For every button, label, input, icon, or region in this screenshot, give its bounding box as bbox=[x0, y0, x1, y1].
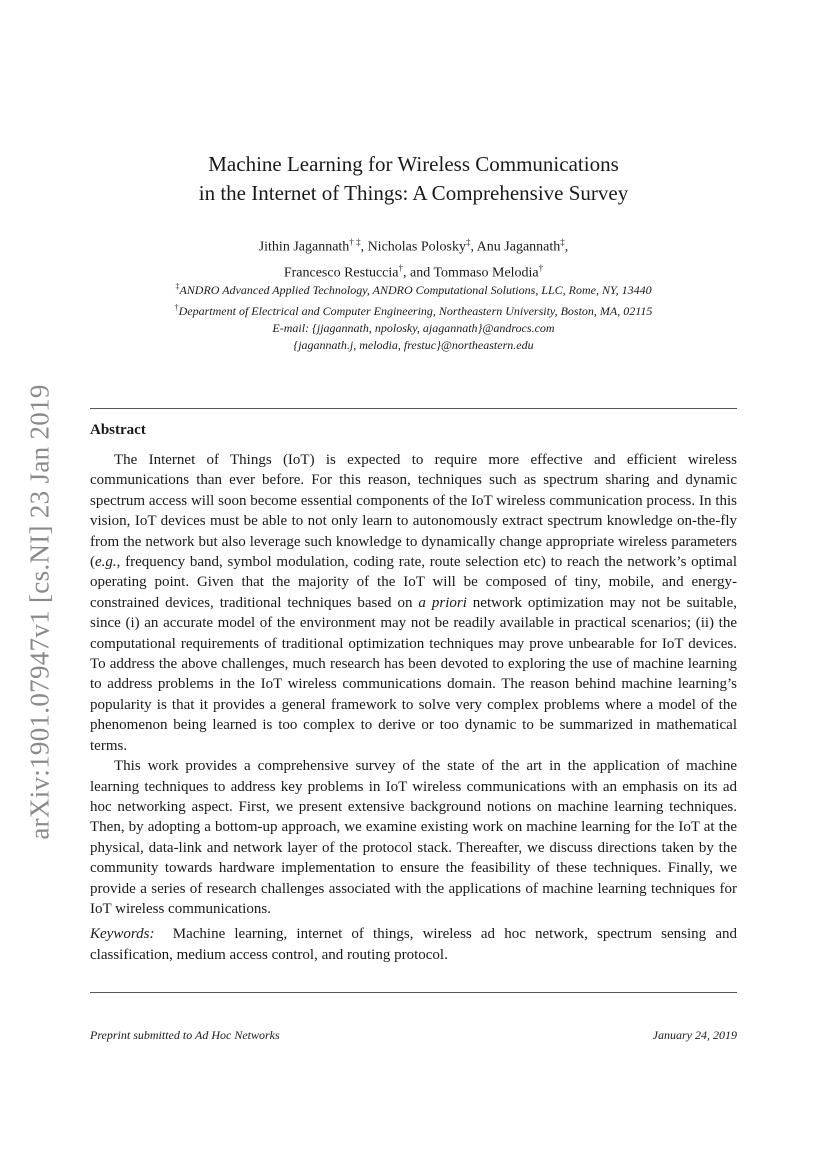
abstract-body bbox=[90, 450, 737, 965]
footer-date: January 24, 2019 bbox=[652, 1028, 737, 1042]
affiliations bbox=[90, 278, 737, 354]
abstract-paragraph-1: The Internet of Things (IoT) is expected to require more effective and efficient wireless communications than ever before. For this reason, techniques such as spectrum sharing and dynamic spectrum access will soon become essential components of the IoT wireless communication process. In this vision, IoT devices must be able to not only learn to autonomously extract spectrum knowledge on-the-fly from the network but also leverage such knowledge to dynamically change appropriate wireless parameters (e.g., frequency band, symbol modulation, coding rate, route selection etc) to reach the network’s optimal operating point. Given that the majority of the IoT will be composed of tiny, mobile, and energy-constrained devices, traditional techniques based on a priori network optimization may not be suitable, since (i) an accurate model of the environment may not be readily available in practical scenarios; (ii) the computational requirements of traditional optimization techniques may prove unbearable for IoT devices. To address the above challenges, much research has been devoted to exploring the use of machine learning to address problems in the IoT wireless communications domain. The reason behind machine learning’s popularity is that it provides a general framework to solve very complex problems where a model of the phenomenon being learned is too complex to derive or too dynamic to be summarized in mathematical terms. bbox=[90, 452, 738, 754]
author-affil-mark: ‡ bbox=[465, 237, 471, 247]
author-affil-mark: † bbox=[398, 262, 404, 273]
author-name: Francesco Restuccia bbox=[283, 265, 399, 281]
keywords-label: Keywords: bbox=[90, 926, 155, 943]
author-line-1 bbox=[90, 232, 737, 258]
affiliation-andro: ‡ANDRO Advanced Applied Technology, ANDRO Computational Solutions, LLC, Rome, NY, 13440 bbox=[175, 282, 652, 297]
author-name: , Anu Jagannath bbox=[470, 239, 561, 255]
abstract-paragraph-2: This work provides a comprehensive survey of the state of the art in the application of machine learning techniques to address key problems in IoT wireless communications with an emphasis on its ad hoc networking aspect. First, we present extensive background notions on machine learning techniques. Then, by adopting a bottom-up approach, we examine existing work on machine learning for the IoT at the physical, data-link and network layer of the protocol stack. Thereafter, we discuss directions taken by the community towards hardware implementation to ensure the feasibility of these techniques. Finally, we provide a series of research challenges associated with the applications of machine learning techniques for IoT wireless communications. bbox=[90, 758, 737, 917]
keywords bbox=[90, 924, 737, 965]
title-line-2: in the Internet of Things: A Comprehensive Survey bbox=[198, 181, 629, 205]
affiliation-northeastern: †Department of Electrical and Computer Engineering, Northeastern University, Boston, MA, 02115 bbox=[174, 303, 653, 318]
title-line-1: Machine Learning for Wireless Communications bbox=[208, 152, 619, 176]
keywords-list: Machine learning, internet of things, wireless ad hoc network, spectrum sensing and classification, medium access control, and routing protocol. bbox=[90, 926, 737, 963]
author-affil-mark: † ‡ bbox=[349, 237, 361, 247]
email-line-2: {jagannath.j, melodia, frestuc}@northeastern.edu bbox=[293, 338, 534, 352]
email-line-1: E-mail: {jjagannath, npolosky, ajagannath}@androcs.com bbox=[272, 321, 555, 335]
author-affil-mark: † bbox=[538, 262, 544, 273]
abstract-heading: Abstract bbox=[90, 422, 146, 438]
author-name: Jithin Jagannath bbox=[258, 239, 350, 255]
author-affil-mark: ‡ bbox=[560, 237, 565, 247]
author-name: , Nicholas Polosky bbox=[360, 239, 466, 255]
author-name: , and Tommaso Melodia bbox=[403, 265, 539, 281]
author-list bbox=[90, 232, 737, 283]
author-separator: , bbox=[564, 239, 569, 255]
abstract-top-rule bbox=[90, 408, 737, 409]
footer-preprint-note: Preprint submitted to Ad Hoc Networks bbox=[90, 1028, 280, 1042]
abstract-bottom-rule bbox=[90, 992, 737, 993]
paper-title bbox=[90, 150, 737, 208]
arxiv-identifier: arXiv:1901.07947v1 [cs.NI] 23 Jan 2019 bbox=[24, 384, 55, 840]
